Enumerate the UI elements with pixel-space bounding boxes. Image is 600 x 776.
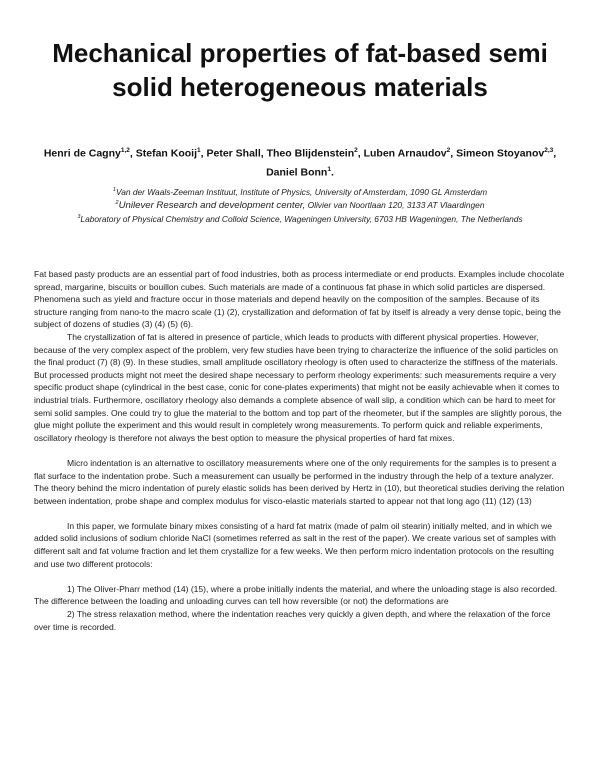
affiliation-text: Unilever Research and development center,	[118, 200, 306, 212]
author-name: Theo Blijdenstein	[266, 147, 355, 160]
author-name: Peter Shall	[206, 147, 261, 160]
paragraph-intro: Fat based pasty products are an essential part of food industries, both as process intermediate or end products. Examples include chocolate spread, margarine, biscuits or bouillon cubes. Such materials are made of a continuous fat phase in which solid particles are dispersed. Phenomena such as yield and fracture occur in those materials and depend heavily on the composition of the samples. Because of its structure ranging from nano-to the macro scale (1) (2), crystallization and deformation of fat by itself is already a very dense topic, being the subject of dozens of studies (3) (4) (5) (6).	[34, 269, 565, 330]
affiliation-3	[20, 212, 580, 225]
author-sup: 1	[197, 147, 201, 154]
paper-title	[30, 36, 570, 104]
paragraph-crystallization: The crystallization of fat is altered in presence of particle, which leads to products with different physical properties. However, because of the very complex aspect of the problem, very few studies have been trying to characterize the influence of the solid particles on the final product (7) (8) (9). In these studies, small amplitude oscillatory rheology is often used to characterize the stiffness of the materials. But processed products might not meet the desired shape necessary to perform rheology experiments: such measurements require a very specific product shape (cylindrical in the best case, conic for cone-plates experiments) that might not be easily achievable when it comes to industrial trials. Furthermore, oscillatory rheology also demands a complete absence of wall slip, a condition which can be hard to meet for semi solid samples. One could try to glue the material to the bottom and top part of the rheometer, but if the samples are slightly porous, the glue might pollute the experiment and this would result in completely wrong measurements. To perform quick and reliable experiments, oscillatory rheology is therefore not always the best option to measure the physical properties of hard fat mixes.	[34, 331, 562, 443]
author-name: Luben Arnaudov	[363, 147, 447, 160]
author-sup: 1	[327, 165, 331, 173]
paper-body	[34, 268, 566, 633]
author-list: Henri de Cagny$^{1,2}$, Stefan Kooij$^1$, Peter Shall, Theo Blijdenstein$^2$, Luben Arnaudov$^2$, Simeon Stoyanov$^{2,3}$, Daniel Bonn$^1$.	[43, 147, 557, 178]
affiliation-sup: 3	[77, 213, 81, 220]
author-name: Henri de Cagny	[43, 147, 121, 160]
affiliation-sup: 1	[112, 187, 116, 193]
author-sup: 1,2	[120, 147, 130, 154]
list-item-method-1: 1) The Oliver-Pharr method (14) (15), where a probe initially indents the material, and where the unloading stage is also recorded. The difference between the loading and unloading curves can tell how reversible (or not) the deformations are	[34, 583, 558, 607]
paragraph-this-paper: In this paper, we formulate binary mixes consisting of a hard fat matrix (made of palm oil stearin) initially melted, and in which we added solid inclusions of sodium chloride NaCl (sometimes referred as salt in the rest of the paper). We create various set of samples with different salt and fat volume fraction and let them crystallize for a few weeks. We then perform micro indentation protocols on the resulting and use two different protocols:	[34, 520, 556, 569]
author-sup: 2	[354, 147, 358, 154]
paragraph-micro-indentation: Micro indentation is an alternative to oscillatory measurements where one of the only requirements for the samples is to present a flat surface to the indentation probe. Such a measurement can usually be performed in the industry through the help of a texture analyzer. The theory behind the micro indentation of purely elastic solids has been derived by Hertz in (10), but theoretical studies deriving the relation between indentation, probe shape and complex modulus for visco-elastic materials started to appear not that long ago (11) (12) (13)	[34, 457, 565, 506]
list-item-method-2: 2) The stress relaxation method, where the indentation reaches very quickly a given depth, and where the relaxation of the force over time is recorded.	[34, 609, 551, 632]
author-sup: 2,3	[544, 147, 554, 154]
affiliations	[20, 185, 580, 225]
author-name: Stefan Kooij	[135, 147, 198, 160]
affiliation-text: Laboratory of Physical Chemistry and Colloid Science, Wageningen University, 6703 HB Wageningen, The Netherlands	[80, 213, 523, 224]
affiliation-2	[20, 198, 580, 211]
author-name: Daniel Bonn	[266, 166, 328, 178]
affiliation-address: Olivier van Noortlaan 120, 3133 AT Vlaardingen	[307, 200, 485, 211]
author-sup: 2	[446, 147, 451, 154]
affiliation-1	[20, 185, 580, 198]
author-name: Simeon Stoyanov	[456, 147, 545, 160]
affiliation-sup: 2	[115, 200, 119, 207]
title-line-2: solid heterogeneous materials	[112, 72, 488, 102]
affiliation-text: Van der Waals-Zeeman Instituut, Institute of Physics, University of Amsterdam, 1090 GL Amsterdam	[115, 186, 488, 197]
title-line-1: Mechanical properties of fat-based semi	[52, 38, 548, 68]
